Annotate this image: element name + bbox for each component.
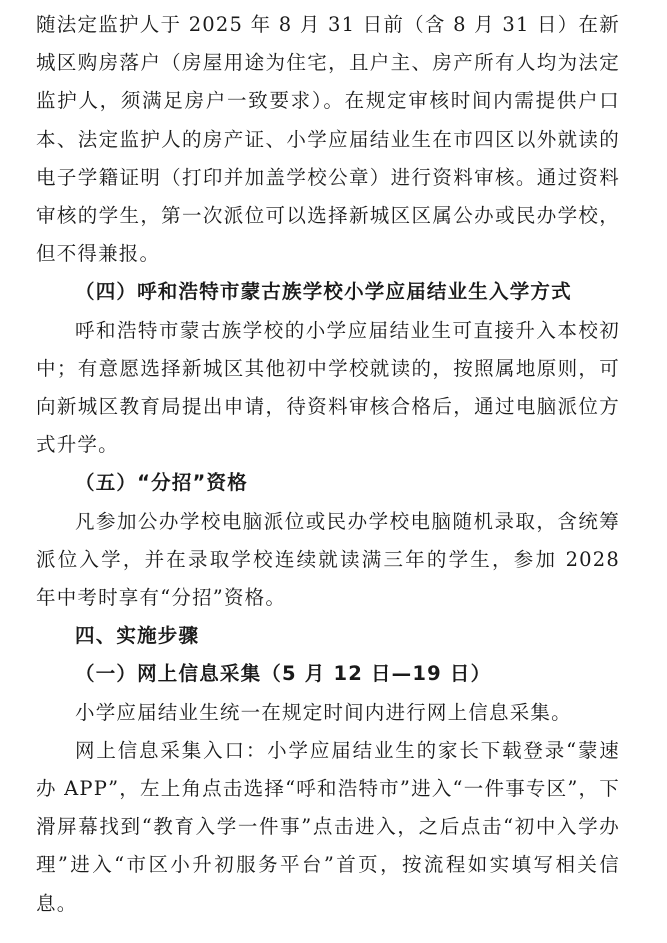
step-1-heading: （一）网上信息采集（5 月 12 日—19 日） [75, 662, 492, 686]
step-1-body-1: 小学应届结业生统一在规定时间内进行网上信息采集。 [75, 700, 572, 724]
section-4-heading: （四）呼和浩特市蒙古族学校小学应届结业生入学方式 [75, 280, 572, 304]
document-page [36, 6, 620, 923]
part-4-heading: 四、实施步骤 [75, 624, 200, 648]
section-5-heading: （五）“分招”资格 [75, 471, 248, 495]
step-1-body-2: 网上信息采集入口：小学应届结业生的家长下载登录“蒙速办 APP”，左上角点击选择“呼和浩特市”进入“一件事专区”，下滑屏幕找到“教育入学一件事”点击进入，之后点击“初中入学办理”进入“市区小升初服务平台”首页，按流程如实填写相关信息。 [36, 738, 620, 915]
section-4-body: 呼和浩特市蒙古族学校的小学应届结业生可直接升入本校初中；有意愿选择新城区其他初中学校就读的，按照属地原则，可向新城区教育局提出申请，待资料审核合格后，通过电脑派位方式升学。 [36, 318, 620, 457]
continuation-paragraph: 随法定监护人于 2025 年 8 月 31 日前（含 8 月 31 日）在新城区购房落户（房屋用途为住宅，且户主、房产所有人均为法定监护人，须满足房户一致要求）。在规定审核时间内需提供户口本、法定监护人的房产证、小学应届结业生在市四区以外就读的电子学籍证明（打印并加盖学校公章）进行资料审核。通过资料审核的学生，第一次派位可以选择新城区区属公办或民办学校，但不得兼报。 [36, 13, 620, 266]
section-5-body: 凡参加公办学校电脑派位或民办学校电脑随机录取，含统筹派位入学，并在录取学校连续就读满三年的学生，参加 2028 年中考时享有“分招”资格。 [36, 509, 620, 610]
